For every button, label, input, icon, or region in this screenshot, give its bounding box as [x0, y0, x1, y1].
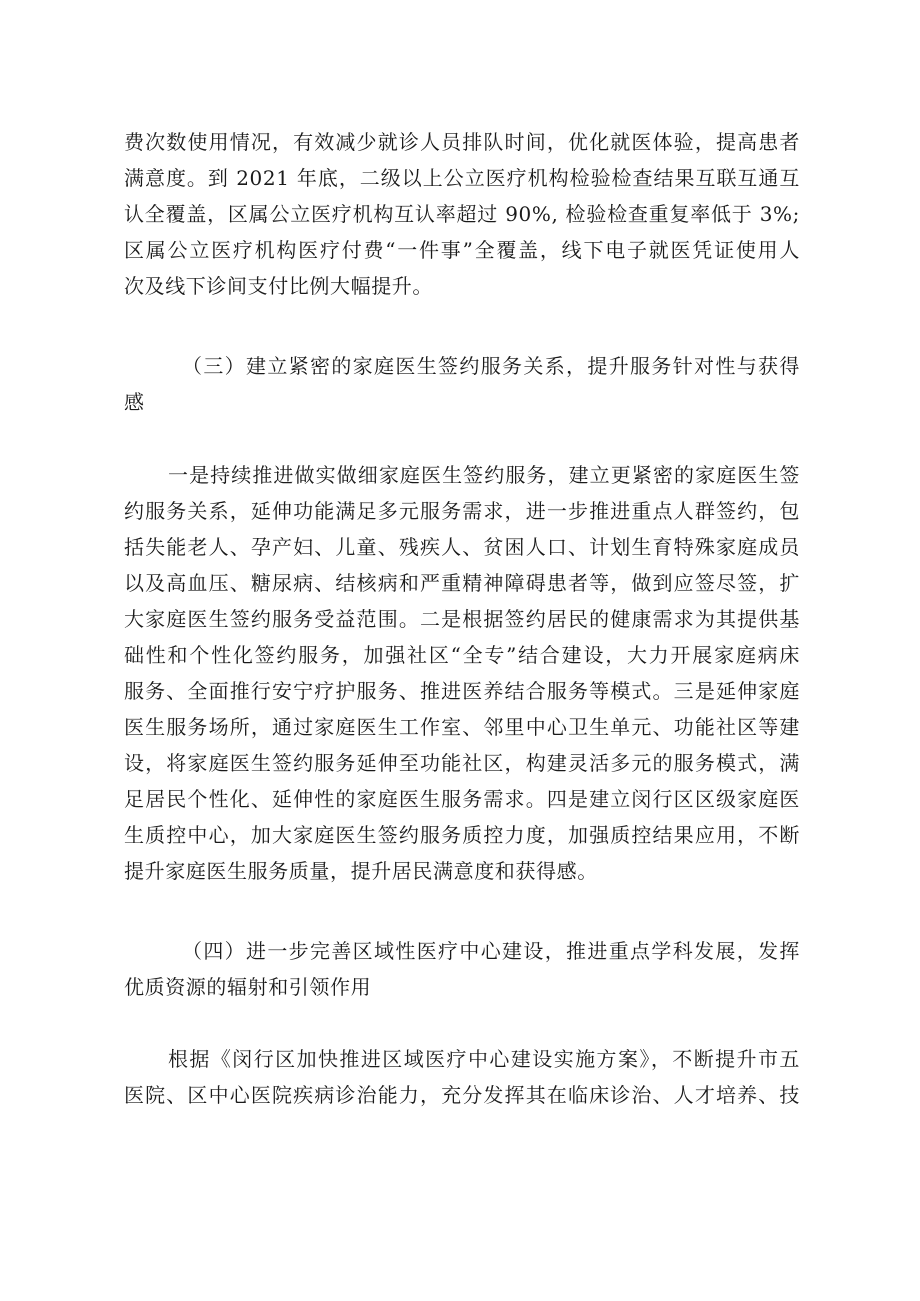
text-line: 设，将家庭医生签约服务延伸至功能社区，构建灵活多元的服务模式，满	[124, 751, 800, 775]
text-line: 满意度。到 2021 年底，二级以上公立医疗机构检验检查结果互联互通互	[124, 166, 800, 190]
text-line: 服务、全面推行安宁疗护服务、推进医养结合服务等模式。三是延伸家庭	[124, 679, 800, 703]
text-line: 以及高血压、糖尿病、结核病和严重精神障碍患者等，做到应签尽签，扩	[124, 571, 800, 595]
section-heading-four	[124, 933, 800, 1005]
text-line: 医院、区中心医院疾病诊治能力，充分发挥其在临床诊治、人才培养、技	[124, 1083, 800, 1107]
text-line: 费次数使用情况，有效减少就诊人员排队时间，优化就医体验，提高患者	[124, 130, 800, 154]
text-line: 次及线下诊间支付比例大幅提升。	[124, 274, 433, 298]
text-line: 医生服务场所，通过家庭医生工作室、邻里中心卫生单元、功能社区等建	[124, 715, 800, 739]
text-line: 生质控中心，加大家庭医生签约服务质控力度，加强质控结果应用，不断	[124, 823, 800, 847]
paragraph-body-three	[124, 457, 800, 889]
heading-line: 感	[124, 390, 145, 414]
paragraph-gap	[124, 1005, 800, 1041]
paragraph-gap	[124, 420, 800, 457]
text-line: 一是持续推进做实做细家庭医生签约服务，建立更紧密的家庭医生签	[168, 463, 800, 487]
section-heading-three	[124, 348, 800, 420]
paragraph-gap	[124, 304, 800, 348]
paragraph-gap	[124, 889, 800, 933]
text-line: 约服务关系，延伸功能满足多元服务需求，进一步推进重点人群签约，包	[124, 499, 800, 523]
text-line: 提升家庭医生服务质量，提升居民满意度和获得感。	[124, 859, 598, 883]
text-line: 足居民个性化、延伸性的家庭医生服务需求。四是建立闵行区区级家庭医	[124, 787, 800, 811]
text-line: 区属公立医疗机构医疗付费“一件事”全覆盖，线下电子就医凭证使用人	[124, 238, 800, 262]
paragraph-intro-continuation	[124, 124, 800, 304]
text-line: 根据《闵行区加快推进区域医疗中心建设实施方案》，不断提升市五	[168, 1047, 800, 1071]
text-line: 大家庭医生签约服务受益范围。二是根据签约居民的健康需求为其提供基	[124, 607, 800, 631]
heading-line: 优质资源的辐射和引领作用	[124, 975, 372, 999]
document-page	[124, 124, 800, 1113]
text-line: 括失能老人、孕产妇、儿童、残疾人、贫困人口、计划生育特殊家庭成员	[124, 535, 800, 559]
heading-line: （四）进一步完善区域性医疗中心建设，推进重点学科发展，发挥	[182, 939, 800, 963]
text-line: 础性和个性化签约服务，加强社区“全专”结合建设，大力开展家庭病床	[124, 643, 800, 667]
heading-line: （三）建立紧密的家庭医生签约服务关系，提升服务针对性与获得	[182, 354, 800, 378]
paragraph-body-four	[124, 1041, 800, 1113]
text-line: 认全覆盖，区属公立医疗机构互认率超过 90%, 检验检查重复率低于 3%;	[124, 202, 800, 226]
